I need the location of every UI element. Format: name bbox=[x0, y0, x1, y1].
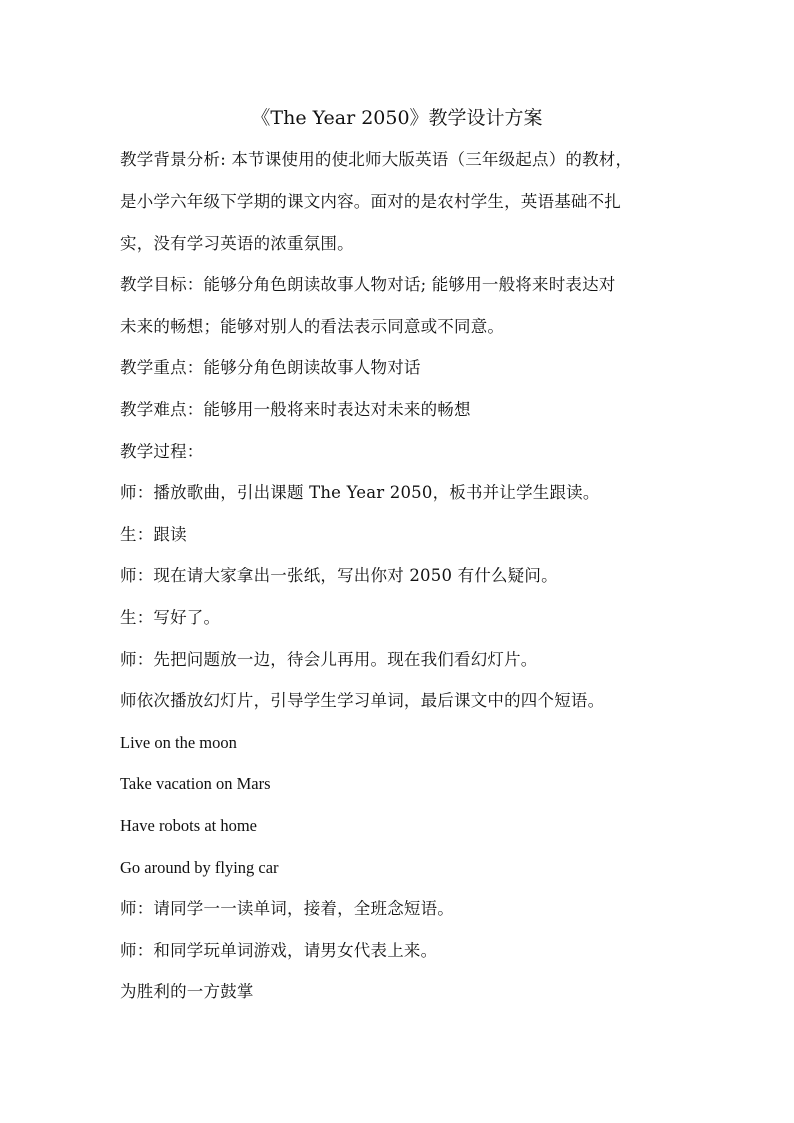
document-title: 《The Year 2050》教学设计方案 bbox=[251, 107, 543, 129]
paragraph-line: 师：请同学一一读单词，接着，全班念短语。 bbox=[120, 899, 454, 918]
paragraph-line: 师：播放歌曲，引出课题 The Year 2050，板书并让学生跟读。 bbox=[120, 483, 600, 502]
paragraph-line: 是小学六年级下学期的课文内容。面对的是农村学生，英语基础不扎 bbox=[120, 192, 621, 211]
phrase-line: Have robots at home bbox=[120, 816, 258, 835]
phrase-line: Take vacation on Mars bbox=[120, 774, 271, 793]
phrase-line: Go around by flying car bbox=[120, 858, 279, 877]
paragraph-line: 教学过程： bbox=[120, 442, 204, 461]
phrase-line: Live on the moon bbox=[120, 733, 237, 752]
paragraph-line: 为胜利的一方鼓掌 bbox=[120, 982, 254, 1001]
paragraph-line: 教学难点：能够用一般将来时表达对未来的畅想 bbox=[120, 400, 471, 419]
paragraph-line: 未来的畅想；能够对别人的看法表示同意或不同意。 bbox=[120, 317, 505, 336]
paragraph-line: 教学背景分析: 本节课使用的使北师大版英语（三年级起点）的教材， bbox=[120, 150, 633, 169]
paragraph-line: 师依次播放幻灯片，引导学生学习单词，最后课文中的四个短语。 bbox=[120, 691, 605, 710]
paragraph-line: 师：和同学玩单词游戏，请男女代表上来。 bbox=[120, 941, 438, 960]
paragraph-line: 师：先把问题放一边，待会儿再用。现在我们看幻灯片。 bbox=[120, 650, 538, 669]
paragraph-line: 生：写好了。 bbox=[120, 608, 221, 627]
paragraph-line: 生：跟读 bbox=[120, 525, 187, 544]
paragraph-line: 师：现在请大家拿出一张纸，写出你对 2050 有什么疑问。 bbox=[120, 566, 558, 585]
paragraph-line: 实，没有学习英语的浓重氛围。 bbox=[120, 234, 354, 253]
paragraph-line: 教学重点：能够分角色朗读故事人物对话 bbox=[120, 358, 421, 377]
paragraph-line: 教学目标：能够分角色朗读故事人物对话; 能够用一般将来时表达对 bbox=[120, 275, 616, 294]
